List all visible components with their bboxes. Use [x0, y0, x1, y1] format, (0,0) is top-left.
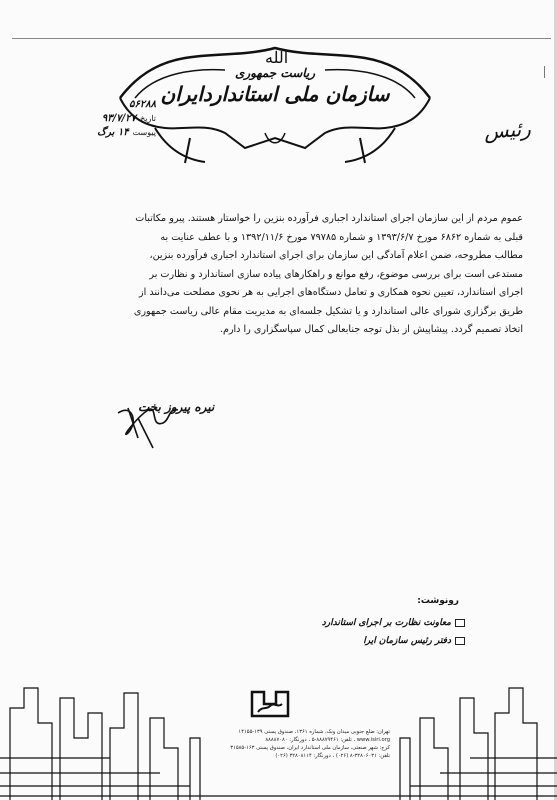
signer-name: نیره پیروز بخت	[138, 400, 215, 414]
footer-line: www.isiri.org ، تلفن: ۸۸۸۷۹۴۶۱-۵ ، دورنگار: ۸۸۸۸۷۰۸۰	[265, 737, 390, 743]
cc-title: رونوشت:	[417, 596, 459, 606]
isiri-logo-icon	[248, 686, 292, 722]
cc-item: معاونت نظارت بر اجرای استاندارد	[235, 614, 465, 632]
body-line: اتخاذ تصمیم گردد. پیشاپیش از بذل توجه جنابعالی کمال سپاسگزاری را دارم.	[219, 324, 523, 335]
footer-address	[200, 728, 390, 760]
letterhead	[115, 38, 435, 168]
checkbox-icon	[455, 619, 465, 627]
body-line: طریق برگزاری شورای عالی استاندارد و یا تشکیل جلسه‌ای به مدیریت مقام عالی ریاست جمهوری	[133, 305, 523, 317]
body-line: مستدعی است برای بررسی موضوع، رفع موانع و راهکارهای پیاده سازی استاندارد و نظارت بر	[149, 268, 523, 280]
body-line: اجرای استاندارد، تعیین نحوه همکاری و تعامل دستگاه‌های اجرایی به هر نحوی مصلحت می‌دانند از	[139, 287, 523, 298]
carbon-copy-list	[235, 596, 465, 650]
meta-date: تاریخ ۹۳/۷/۲۷	[101, 113, 156, 124]
emblem-icon: الله	[265, 48, 289, 67]
organization-title: سازمان ملی استانداردایران	[160, 82, 390, 106]
presidency-title: ریاست جمهوری	[234, 66, 316, 80]
margin-mark	[544, 66, 551, 78]
footer-line: تلفن: ۳۲۸۰۶۰۳۱-۸ (۰۲۶) ، دورنگار: ۳۲۸۰۸۱۱۴ (۰۲۶)	[275, 753, 390, 759]
cc-item: دفتر رئیس سازمان ایرا	[235, 632, 465, 650]
letter-meta	[66, 98, 156, 140]
recipient-handwritten: رئیس	[483, 116, 532, 144]
meta-number: ۵۶۲۸۸	[129, 99, 156, 110]
footer-line: کرج: شهر صنعتی، سازمان ملی استاندارد ایران، صندوق پستی ۱۶۳-۳۱۵۸۵	[230, 745, 390, 751]
checkbox-icon	[455, 637, 465, 645]
letter-body	[60, 210, 523, 340]
body-line: قبلی به شماره ۶۸۶۲ مورخ ۱۳۹۳/۶/۷ و شماره ۷۹۷۸۵ مورخ ۱۳۹۲/۱۱/۶ و با عطف عنایت به	[160, 231, 523, 243]
body-line: مطالب مطروحه، ضمن اعلام آمادگی این سازمان برای اجرای استاندارد اجباری فرآورده بنزین،	[149, 250, 523, 261]
handwritten-signature	[108, 388, 228, 458]
meta-attachment: پیوست ۱۴ برگ	[97, 127, 156, 138]
body-line: عموم مردم از این سازمان اجرای استاندارد اجباری فرآورده بنزین را خواستار هستند. پیرو مکاتبات	[135, 213, 523, 224]
footer-line: تهران: ضلع جنوبی میدان ونک، شماره ۱۳۶۱، صندوق پستی ۱۳۹-۱۴۱۵۵	[238, 729, 390, 735]
